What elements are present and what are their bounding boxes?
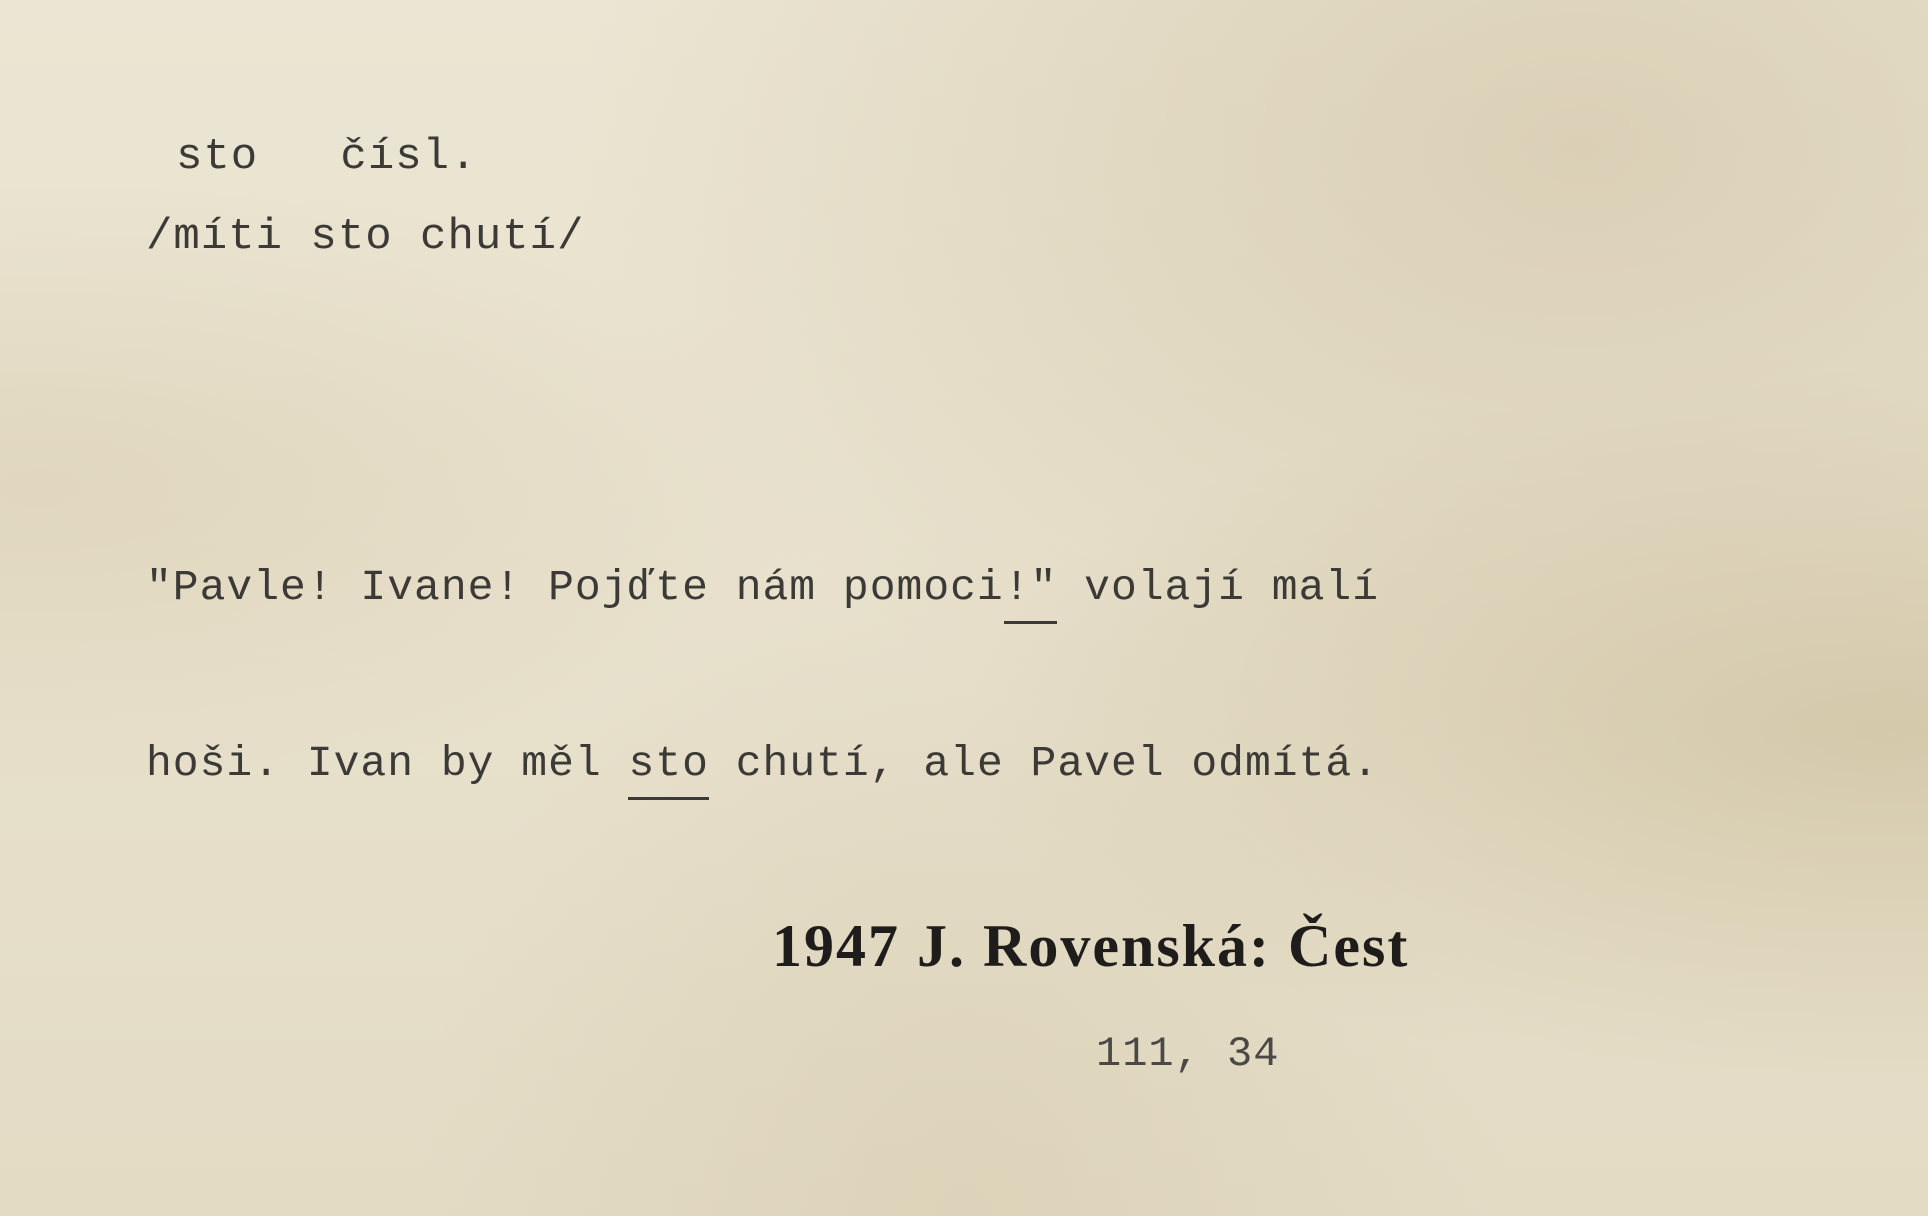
example-line-1-end: volají malí	[1057, 563, 1379, 612]
phrase: /míti sto chutí/	[146, 212, 585, 262]
page-reference: 111, 34	[1096, 1030, 1280, 1078]
example-line-1-start: "Pavle! Ivane! Pojďte nám pomoci	[146, 563, 1004, 612]
headword: sto čísl.	[176, 132, 478, 182]
underlined-keyword: sto	[628, 742, 708, 800]
example-quote	[146, 448, 1379, 912]
source-citation: 1947 J. Rovenská: Čest	[772, 913, 1410, 979]
example-line-2-end: chutí, ale Pavel odmítá.	[708, 739, 1380, 788]
example-line-2-start: hoši. Ivan by měl	[146, 739, 629, 788]
example-line-2	[146, 736, 1379, 800]
example-line-1	[146, 560, 1379, 624]
underlined-exclamation: !"	[1004, 566, 1058, 624]
